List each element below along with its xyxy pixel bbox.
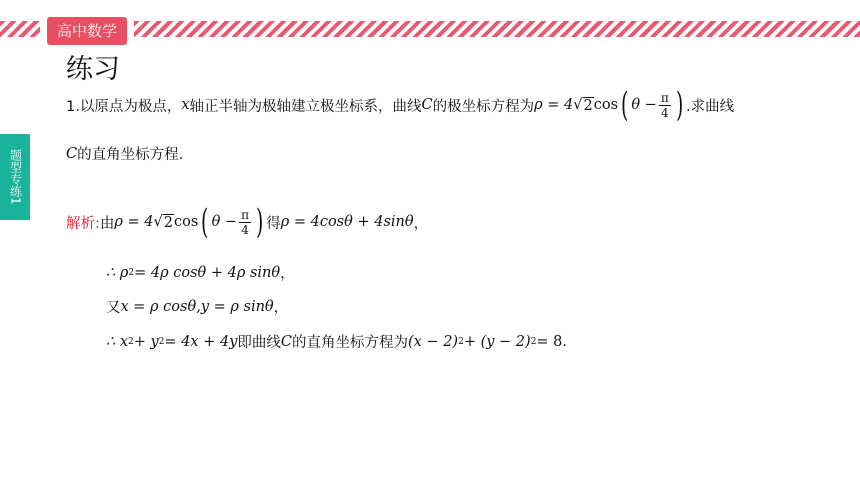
- math-var-c: C: [280, 333, 292, 350]
- problem-text: 的极坐标方程为: [432, 98, 535, 115]
- decorative-band-left: [0, 21, 40, 37]
- punctuation: ，: [280, 266, 295, 282]
- solution-text: 的直角坐标方程为: [292, 335, 408, 351]
- punctuation: ，: [413, 215, 429, 232]
- math-expr: ∴ x: [106, 333, 129, 350]
- math-expr: θ −: [631, 97, 657, 113]
- problem-line-2: [66, 143, 183, 164]
- math-var-c: C: [66, 145, 78, 162]
- exponent: 2: [128, 267, 135, 278]
- sqrt-expr: √ 2: [153, 213, 173, 231]
- solution-text: 又: [106, 300, 121, 316]
- problem-text: 轴正半轴为极轴建立极坐标系，曲线: [189, 98, 422, 115]
- exponent: 2: [128, 336, 134, 347]
- numerator: π: [660, 90, 669, 105]
- math-expr: cos: [174, 214, 199, 230]
- side-tab[interactable]: [0, 134, 30, 220]
- exponent: 2: [158, 336, 165, 347]
- sqrt-radicand: 2: [583, 97, 593, 114]
- math-expr: = 8: [536, 333, 563, 350]
- fraction: [659, 91, 671, 120]
- denominator: 4: [241, 222, 249, 237]
- math-var-c: C: [421, 97, 433, 113]
- left-paren: (: [201, 202, 209, 242]
- math-expr: + (y − 2): [463, 333, 531, 350]
- math-expr: ∴ ρ: [106, 264, 129, 281]
- side-tab-label: 题型专练1: [8, 149, 23, 205]
- math-expr: y = ρ sinθ: [200, 298, 274, 315]
- subject-badge: 高中数学: [47, 17, 127, 45]
- solution-line-4: [106, 331, 567, 352]
- solution-line-3: [106, 296, 288, 317]
- numerator: π: [241, 207, 249, 222]
- math-expr: θ −: [211, 214, 238, 230]
- solution-line-1: [66, 202, 429, 242]
- exponent: 2: [530, 336, 537, 347]
- decorative-band-right: [134, 21, 860, 37]
- problem-text: 1.以原点为极点，: [66, 98, 182, 115]
- math-expr: + y: [133, 333, 159, 350]
- solution-line-2: [106, 262, 295, 283]
- left-paren: (: [621, 85, 629, 125]
- solution-label: 解析:: [66, 215, 100, 232]
- math-expr: ρ = 4cosθ + 4sinθ: [280, 214, 414, 230]
- math-expr: (x − 2): [408, 333, 459, 350]
- punctuation: ，: [273, 300, 289, 316]
- right-paren: ): [675, 85, 683, 125]
- math-expr: ρ = 4: [534, 97, 574, 113]
- math-var-x: x: [181, 97, 190, 113]
- math-expr: = 4x + 4y: [164, 333, 238, 350]
- math-expr: cos: [593, 97, 619, 113]
- sqrt-radicand: 2: [163, 214, 173, 231]
- problem-text: 的直角坐标方程.: [77, 147, 184, 163]
- fraction: [239, 208, 251, 237]
- exponent: 2: [458, 336, 464, 347]
- solution-text: 即曲线: [237, 335, 281, 351]
- solution-text: 由: [99, 215, 115, 232]
- math-expr: = 4ρ cosθ + 4ρ sinθ: [134, 264, 281, 281]
- math-expr: ρ = 4: [114, 214, 154, 230]
- punctuation: .: [562, 333, 568, 350]
- denominator: 4: [660, 105, 669, 120]
- problem-line-1: [66, 85, 735, 125]
- sqrt-expr: √ 2: [573, 96, 593, 114]
- page-title: 练习: [66, 54, 120, 85]
- problem-text: .求曲线: [685, 98, 735, 115]
- solution-text: 得: [266, 215, 281, 232]
- math-expr: x = ρ cosθ,: [120, 298, 201, 315]
- right-paren: ): [255, 202, 264, 242]
